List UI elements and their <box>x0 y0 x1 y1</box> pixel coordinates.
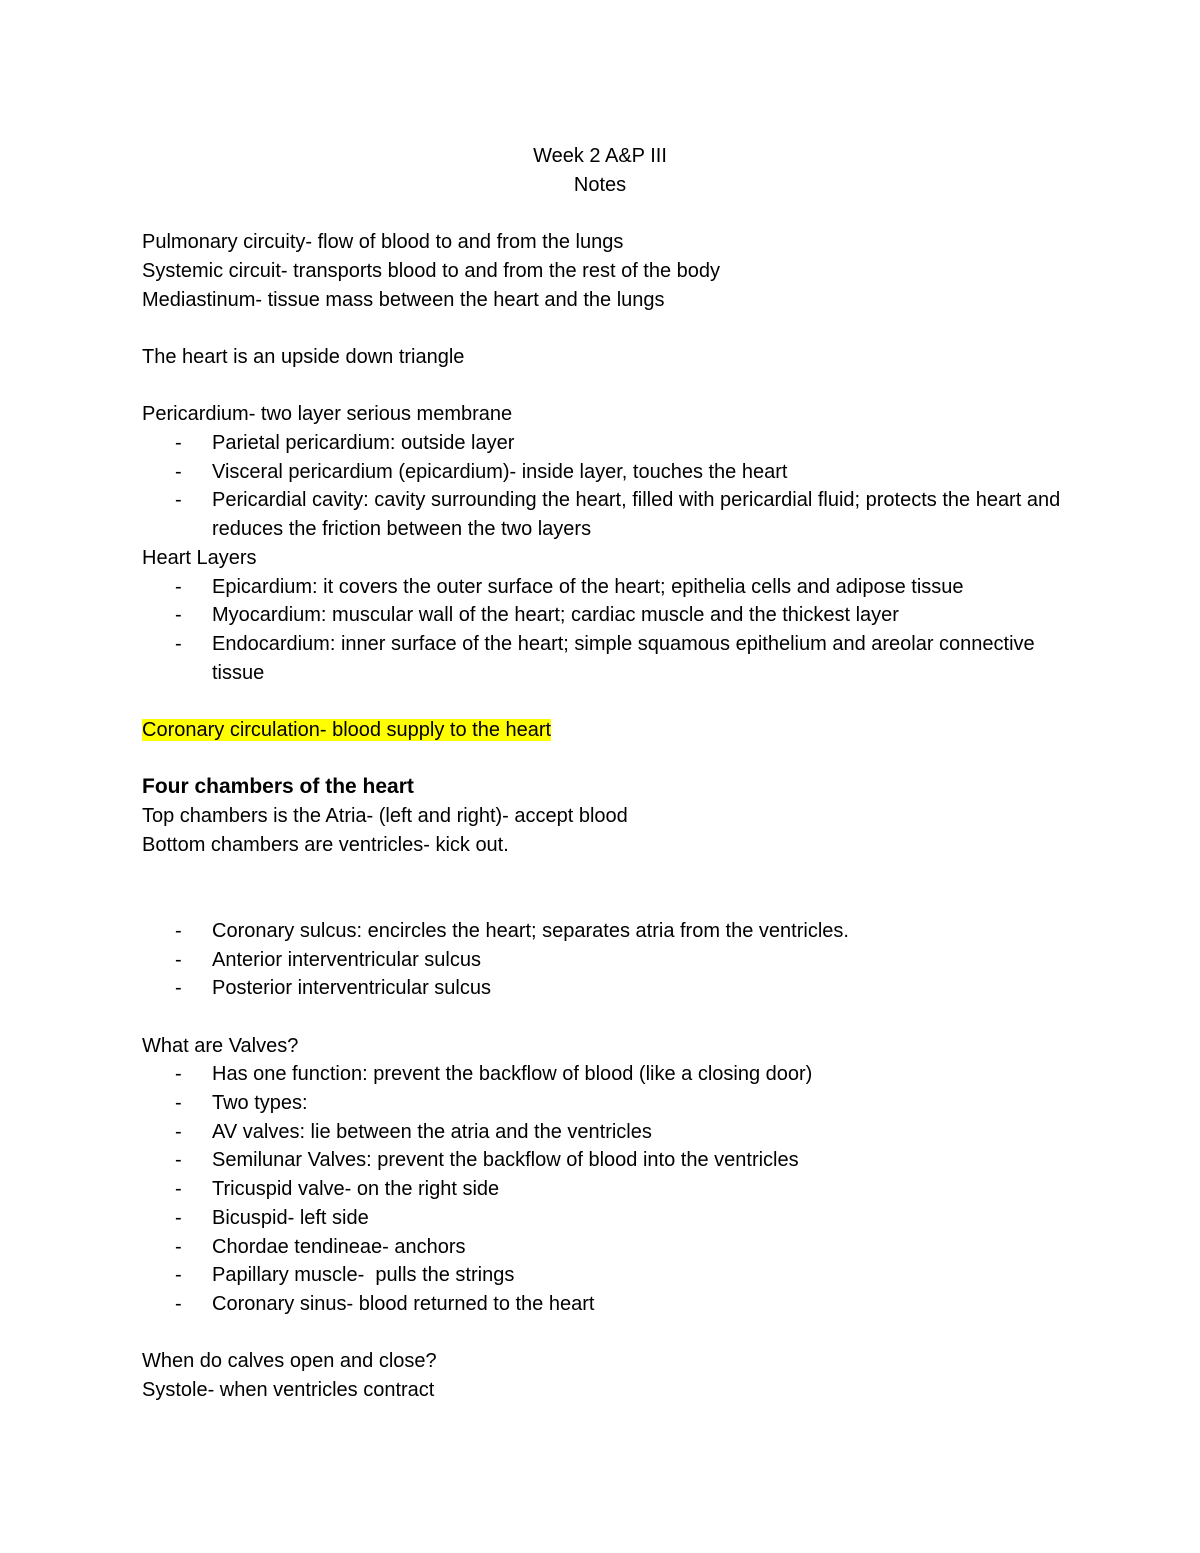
list-item <box>142 601 1062 630</box>
bullet-dash: - <box>175 948 182 971</box>
list-item-text: Parietal pericardium: outside layer <box>212 431 515 454</box>
spacer <box>142 687 1062 716</box>
list-item-text: Tricuspid valve- on the right side <box>212 1178 500 1201</box>
list-item-text: Bicuspid- left side <box>212 1206 369 1229</box>
bullet-dash: - <box>175 575 182 598</box>
bullet-dash: - <box>175 1178 182 1201</box>
spacer <box>142 372 1062 401</box>
list-item <box>142 1261 1062 1290</box>
closing-line-question: When do calves open and close? <box>142 1350 437 1373</box>
chambers-line-atria: Top chambers is the Atria- (left and right)- accept blood <box>142 805 628 828</box>
bullet-dash: - <box>175 632 182 655</box>
list-item <box>142 486 1062 543</box>
list-item <box>142 1146 1062 1175</box>
closing-line-systole: Systole- when ventricles contract <box>142 1379 435 1402</box>
list-item-text: Endocardium: inner surface of the heart; simple squamous epithelium and areolar connective tissue <box>212 632 1035 684</box>
list-item-text: Coronary sinus- blood returned to the heart <box>212 1293 595 1315</box>
bullet-dash: - <box>175 1092 182 1115</box>
intro-line-pulmonary: Pulmonary circuity- flow of blood to and from the lungs <box>142 231 624 254</box>
list-item-text: Chordae tendineae- anchors <box>212 1235 466 1258</box>
list-item <box>142 573 1062 602</box>
pericardium-heading: Pericardium- two layer serious membrane <box>142 403 513 426</box>
coronary-circulation-line <box>142 716 1062 745</box>
spacer <box>142 314 1062 343</box>
valves-list <box>142 1060 1062 1318</box>
spacer <box>142 199 1062 228</box>
list-item <box>142 917 1062 946</box>
list-item-text: Anterior interventricular sulcus <box>212 948 481 971</box>
spacer <box>142 745 1062 774</box>
bullet-dash: - <box>175 1149 182 1172</box>
bullet-dash: - <box>175 460 182 483</box>
chambers-line-ventricles: Bottom chambers are ventricles- kick out. <box>142 833 509 856</box>
bullet-dash: - <box>175 431 182 454</box>
bullet-dash: - <box>175 604 182 627</box>
list-item-text: Coronary sulcus: encircles the heart; separates atria from the ventricles. <box>212 919 849 942</box>
list-item <box>142 1060 1062 1089</box>
pericardium-list <box>142 429 1062 544</box>
list-item-text: Semilunar Valves: prevent the backflow of blood into the ventricles <box>212 1149 799 1172</box>
list-item <box>142 1290 1062 1319</box>
heart-layers-list <box>142 573 1062 688</box>
list-item-text: Two types: <box>212 1092 308 1115</box>
bullet-dash: - <box>175 1264 182 1287</box>
list-item <box>142 1233 1062 1262</box>
list-item-text: AV valves: lie between the atria and the ventricles <box>212 1120 652 1143</box>
list-item-text: Posterior interventricular sulcus <box>212 977 491 1000</box>
list-item-text: Epicardium: it covers the outer surface of the heart; epithelia cells and adipose tissue <box>212 575 964 598</box>
list-item-text: Papillary muscle- pulls the strings <box>212 1264 515 1287</box>
list-item-text: Myocardium: muscular wall of the heart; cardiac muscle and the thickest layer <box>212 604 899 627</box>
intro-line-systemic: Systemic circuit- transports blood to and from the rest of the body <box>142 259 721 282</box>
document-subtitle: Notes <box>573 173 627 196</box>
valves-heading: What are Valves? <box>142 1034 299 1057</box>
list-item-text: Has one function: prevent the backflow of blood (like a closing door) <box>212 1063 813 1086</box>
triangle-line: The heart is an upside down triangle <box>142 345 465 368</box>
list-item-text: Visceral pericardium (epicardium)- inside layer, touches the heart <box>212 460 788 483</box>
list-item <box>142 1175 1062 1204</box>
list-item-text: Pericardial cavity: cavity surrounding the heart, filled with pericardial fluid; protects the heart and reduces the friction between the two layers <box>212 489 1061 541</box>
list-item <box>142 429 1062 458</box>
bullet-dash: - <box>175 1235 182 1258</box>
spacer <box>142 888 1062 917</box>
chambers-heading: Four chambers of the heart <box>142 775 414 799</box>
bullet-dash: - <box>175 1206 182 1229</box>
document-body <box>142 142 1062 1405</box>
list-item <box>142 946 1062 975</box>
bullet-dash: - <box>175 1063 182 1086</box>
document-title: Week 2 A&P III <box>533 145 667 167</box>
list-item <box>142 1118 1062 1147</box>
sulcus-list <box>142 917 1062 1003</box>
list-item <box>142 1204 1062 1233</box>
heart-layers-heading: Heart Layers <box>142 546 257 569</box>
spacer <box>142 860 1062 889</box>
spacer <box>142 1003 1062 1032</box>
list-item <box>142 974 1062 1003</box>
bullet-dash: - <box>175 977 182 1000</box>
list-item <box>142 630 1062 687</box>
spacer <box>142 1319 1062 1348</box>
bullet-dash: - <box>175 919 182 942</box>
list-item <box>142 458 1062 487</box>
bullet-dash: - <box>175 1120 182 1143</box>
highlighted-text: Coronary circulation- blood supply to the heart <box>142 719 552 741</box>
list-item <box>142 1089 1062 1118</box>
bullet-dash: - <box>175 1293 182 1315</box>
bullet-dash: - <box>175 489 182 512</box>
intro-line-mediastinum: Mediastinum- tissue mass between the heart and the lungs <box>142 288 665 311</box>
